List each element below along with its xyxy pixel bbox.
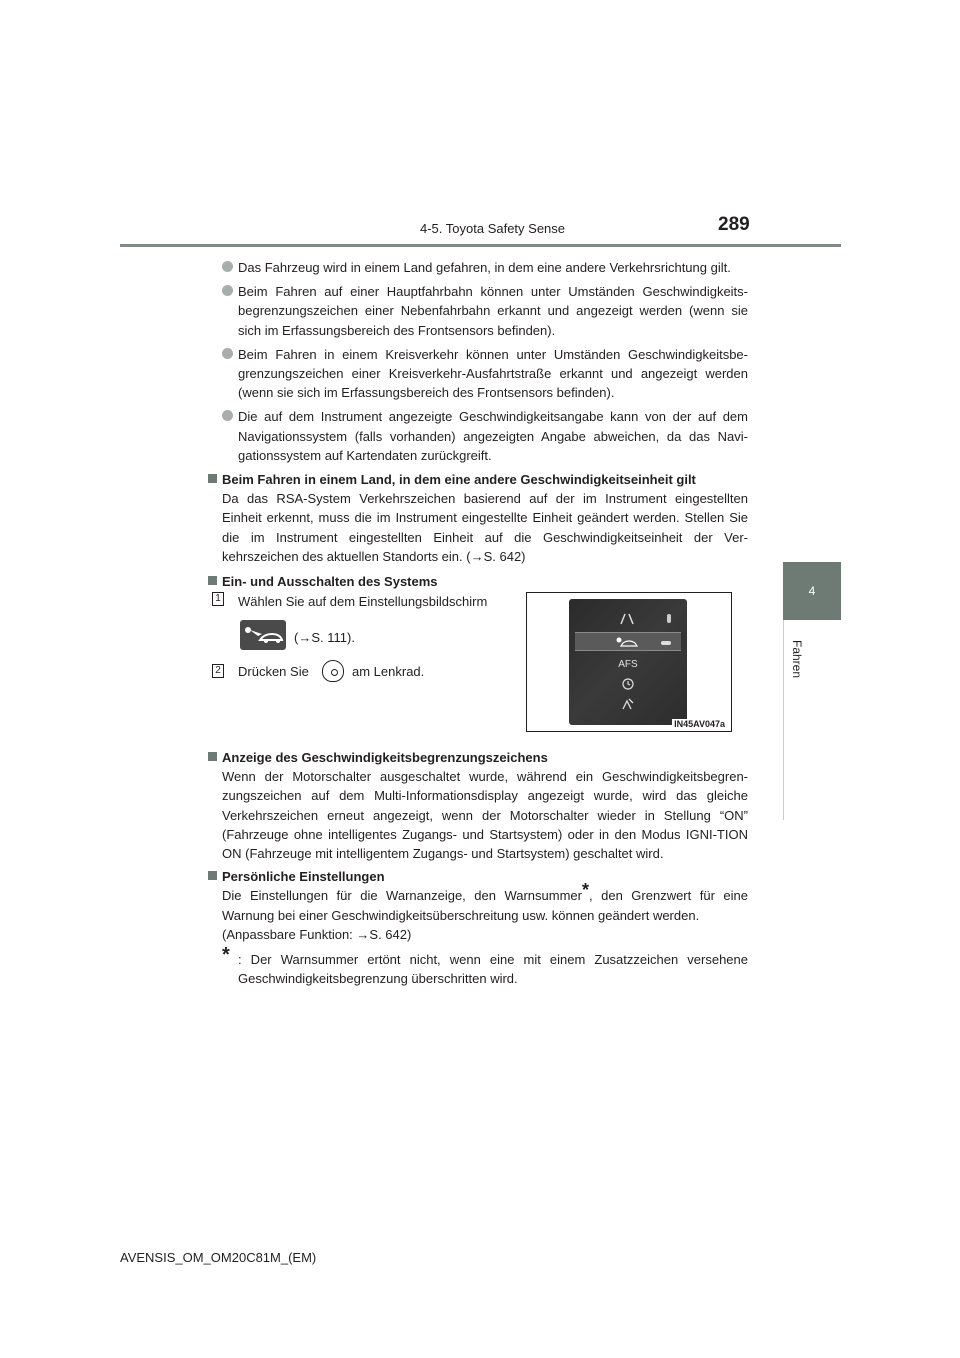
asterisk-marker: *: [581, 880, 589, 901]
chapter-tab[interactable]: 4: [783, 562, 841, 620]
document-id: AVENSIS_OM_OM20C81M_(EM): [120, 1250, 317, 1265]
section-heading: Persönliche Einstellungen: [208, 867, 748, 886]
list-item: Die auf dem Instrument angezeigte Geschwindigkeitsangabe kann von der auf dem Navigationssystem (falls vorhanden) angezeigten Angabe abweichen, da das Navi-gationssystem auf Kartendaten zurückgreift.: [222, 407, 748, 465]
step-number: 2: [212, 664, 224, 678]
clock-icon: [575, 675, 681, 694]
bullet-icon: [222, 285, 233, 296]
section-text: Die Einstellungen für die Warnanzeige, den Warnsummer*, den Grenzwert für eine Warnung bei einer Geschwindigkeitsüberschreitung usw. können geändert werden. (Anpassbare Funktion: →S. 642): [222, 880, 748, 942]
settings-screen: [569, 599, 687, 725]
square-bullet-icon: [208, 576, 217, 585]
bullet-icon: [222, 348, 233, 359]
square-bullet-icon: [208, 871, 217, 880]
asterisk-marker: *: [222, 944, 230, 967]
page-number: 289: [718, 214, 750, 235]
lane-icon: [575, 609, 681, 628]
step-text: am Lenkrad.: [352, 664, 425, 679]
bullet-icon: [222, 410, 233, 421]
section-heading: Anzeige des Geschwindigkeitsbegrenzungszeichens: [208, 748, 748, 767]
footnote: * : Der Warnsummer ertönt nicht, wenn eine mit einem Zusatzzeichen versehene Geschwindigkeitsbegrenzung überschritten wird.: [222, 944, 748, 987]
assist-icon: [575, 695, 681, 714]
step-reference: (→S. 111).: [294, 630, 355, 645]
steering-switch-icon: [322, 660, 344, 682]
list-item: Das Fahrzeug wird in einem Land gefahren, in dem eine andere Verkehrsrichtung gilt.: [222, 258, 748, 277]
chapter-label: Fahren: [790, 640, 804, 679]
header-divider: [120, 244, 841, 247]
main-content-continued: [222, 746, 748, 988]
section-text: Da das RSA-System Verkehrszeichen basierend auf der im Instrument eingestellten Einheit erkennt, muss die im Instrument eingestellte Einheit geändert werden. Stellen Sie die im Instrument eingestellten Einheit auf die Geschwindigkeitseinheit der Ver-kehrszeichen des aktuellen Standorts ein. (→S. 642): [222, 491, 748, 564]
step-text: Drücken Sie: [238, 664, 309, 679]
step-text: Wählen Sie auf dem Einstellungsbildschirm: [238, 594, 488, 609]
rsa-icon: [575, 632, 681, 651]
side-divider: [783, 620, 784, 820]
square-bullet-icon: [208, 752, 217, 761]
main-content: [222, 258, 748, 591]
section-title: 4-5. Toyota Safety Sense: [420, 221, 566, 236]
section-heading: Ein- und Ausschalten des Systems: [208, 572, 748, 591]
afs-icon: AFS: [618, 659, 638, 670]
display-figure: [526, 592, 732, 732]
vehicle-icon-graphic: [240, 620, 286, 650]
bullet-icon: [222, 261, 233, 272]
section-text: Wenn der Motorschalter ausgeschaltet wurde, während ein Geschwindigkeitsbegren-zungszeichen auf dem Multi-Informationsdisplay angezeigt wurde, wird das gleiche Verkehrszeichen erneut angezeigt, wenn der Motorschalter wieder in Stellung “ON” (Fahrzeuge ohne intelligentes Zugangs- und Startsystem) oder in den Modus IGNI-TION ON (Fahrzeuge mit intelligentem Zugangs- und Startsystem) geschaltet wird.: [222, 769, 748, 862]
vehicle-settings-icon: [240, 620, 286, 650]
list-item: Beim Fahren in einem Kreisverkehr können unter Umständen Geschwindigkeitsbe-grenzungszeichen einer Kreisverkehr-Ausfahrtstraße erkannt und angezeigt werden (wenn sie sich im Erfassungsbereich des Frontsensors befinden).: [222, 345, 748, 403]
section-heading: Beim Fahren in einem Land, in dem eine andere Geschwindigkeitseinheit gilt: [208, 470, 748, 489]
list-item: Beim Fahren auf einer Hauptfahrbahn können unter Umständen Geschwindigkeits-begrenzungszeichen einer Nebenfahrbahn erkannt und angezeigt werden (wenn sie sich im Erfassungsbereich des Frontsensors befinden).: [222, 282, 748, 340]
square-bullet-icon: [208, 474, 217, 483]
step-number: 1: [212, 592, 224, 606]
figure-code: IN45AV047a: [674, 719, 725, 729]
